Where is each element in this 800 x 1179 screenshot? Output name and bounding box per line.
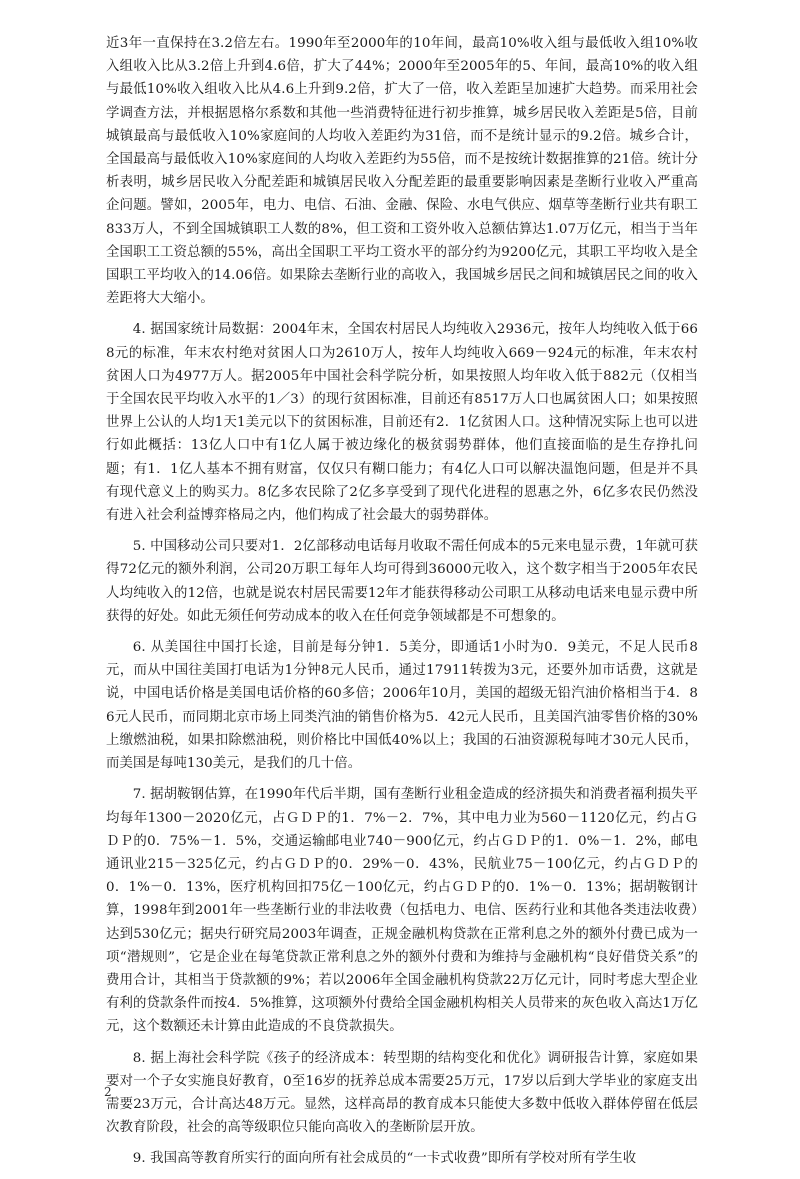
paragraph-9-higher-education-fees: 9. 我国高等教育所实行的面向所有社会成员的“一卡式收费”即所有学校对所有学生收: [132, 1151, 637, 1167]
paragraph-continuation-income-gap: 近3年一直保持在3.2倍左右。1990年至2000年的10年间，最高10%收入组与最低收入组10%收入组收入比从3.2倍上升到4.6倍，扩大了44%；2000年至2005年的5、年间，最高10%的收入组与最低10%收入组收入比从4.6上升到9.2倍，扩大了一倍，收入差距呈加速扩大趋势。而采用社会学调查方法，并根据恩格尔系数和其他一些消费特征进行初步推算，城乡居民收入差距是5倍，目前城镇最高与最低收入10%家庭间的人均收入差距约为31倍，而不是统计显示的9.2倍。城乡合计，全国最高与最低收入10%家庭间的人均收入差距约为55倍，而不是按统计数据推算的21倍。统计分析表明，城乡居民收入分配差距和城镇居民收入分配差距的最重要影响因素是垄断行业收入严重高企问题。譬如，2005年，电力、电信、石油、金融、保险、水电气供应、烟草等垄断行业共有职工833万人，不到全国城镇职工人数的8%，但工资和工资外收入总额估算达1.07万亿元，相当于当年全国职工工资总额的55%，高出全国职工平均工资水平的部分约为9200亿元，其职工平均收入是全国职工平均收入的14.06倍。如果除去垄断行业的高收入，我国城乡居民之间和城镇居民之间的收入差距将大大缩小。: [106, 36, 698, 307]
document-body: [106, 32, 698, 1179]
paragraph-4-poverty-statistics: 4. 据国家统计局数据：2004年末，全国农村居民人均纯收入2936元，按年人均纯收入低于668元的标准，年末农村绝对贫困人口为2610万人，按年人均纯收入669－924元的标准，年末农村贫困人口为4977万人。据2005年中国社会科学院分析，如果按照人均年收入低于882元（仅相当于全国农民平均收入水平的1／3）的现行贫困标准，目前还有8517万人口也属贫困人口；如果按照世界上公认的人均1天1美元以下的贫困标准，目前还有2．1亿贫困人口。这种情况实际上也可以进行如此概括：13亿人口中有1亿人属于被边缘化的极贫弱势群体，他们直接面临的是生存挣扎问题；有1．1亿人基本不拥有财富，仅仅只有糊口能力；有4亿人口可以解决温饱问题，但是并不具有现代意义上的购买力。8亿多农民除了2亿多享受到了现代化进程的恩惠之外，6亿多农民仍然没有进入社会利益博弈格局之内，他们构成了社会最大的弱势群体。: [106, 322, 698, 524]
paragraph-6-telecom-and-fuel-prices: 6. 从美国往中国打长途，目前是每分钟1．5美分，即通话1小时为0．9美元，不足人民币8元，而从中国往美国打电话为1分钟8元人民币，通过17911转拨为3元，还要外加市话费，这就是说，中国电话价格是美国电话价格的60多倍；2006年10月，美国的超级无铅汽油价格相当于4．86元人民币，而同期北京市场上同类汽油的销售价格为5．42元人民币，且美国汽油零售价格的30%上缴燃油税，如果扣除燃油税，则价格比中国低40%以上；我国的石油资源税每吨才30元人民币，而美国是每吨130美元，是我们的几十倍。: [106, 640, 698, 772]
paragraph-5-china-mobile-fees: 5. 中国移动公司只要对1．2亿部移动电话每月收取不需任何成本的5元来电显示费，1年就可获得72亿元的额外利润，公司20万职工每年人均可得到36000元收入，这个数字相当于2005年农民人均纯收入的12倍，也就是说农村居民需要12年才能获得移动公司职工从移动电话来电显示费中所获得的好处。如此无须任何劳动成本的收入在任何竞争领域都是不可想象的。: [106, 539, 698, 624]
page-number: 2: [104, 1085, 112, 1099]
paragraph-7-monopoly-losses: 7. 据胡鞍钢估算，在1990年代后半期，国有垄断行业租金造成的经济损失和消费者福利损失平均每年1300－2020亿元，占ＧＤＰ的1．7%－2．7%，其中电力业为560－1120亿元，约占ＧＤＰ的0．75%－1．5%，交通运输邮电业740－900亿元，约占ＧＤＰ的1．0%－1．2%，邮电通讯业215－325亿元，约占ＧＤＰ的0．29%－0．43%，民航业75－100亿元，约占ＧＤＰ的0．1%－0．13%，医疗机构回扣75亿－100亿元，约占ＧＤＰ的0．1%－0．13%；据胡鞍钢计算，1998年到2001年一些垄断行业的非法收费（包括电力、电信、医药行业和其他各类违法收费）达到530亿元；据央行研究局2003年调查，正规金融机构贷款在正常利息之外的额外付费已成为一项“潜规则”，它是企业在每笔贷款正常利息之外的额外付费和为维持与金融机构“良好借贷关系”的费用合计，其相当于贷款额的9%；若以2006年全国金融机构贷款22万亿元计，同时考虑大型企业有利的贷款条件而按4．5%推算，这项额外付费给全国金融机构相关人员带来的灰色收入高达1万亿元，这个数额还未计算由此造成的不良贷款损失。: [106, 787, 698, 1035]
paragraph-8-education-cost: 8. 据上海社会科学院《孩子的经济成本：转型期的结构变化和优化》调研报告计算，家庭如果要对一个子女实施良好教育，0至16岁的抚养总成本需要25万元，17岁以后到大学毕业的家庭支出需要23万元，合计高达48万元。显然，这样高昂的教育成本只能使大多数中低收入群体停留在低层次教育阶段，社会的高等级职位只能向高收入的垄断阶层开放。: [106, 1050, 698, 1136]
